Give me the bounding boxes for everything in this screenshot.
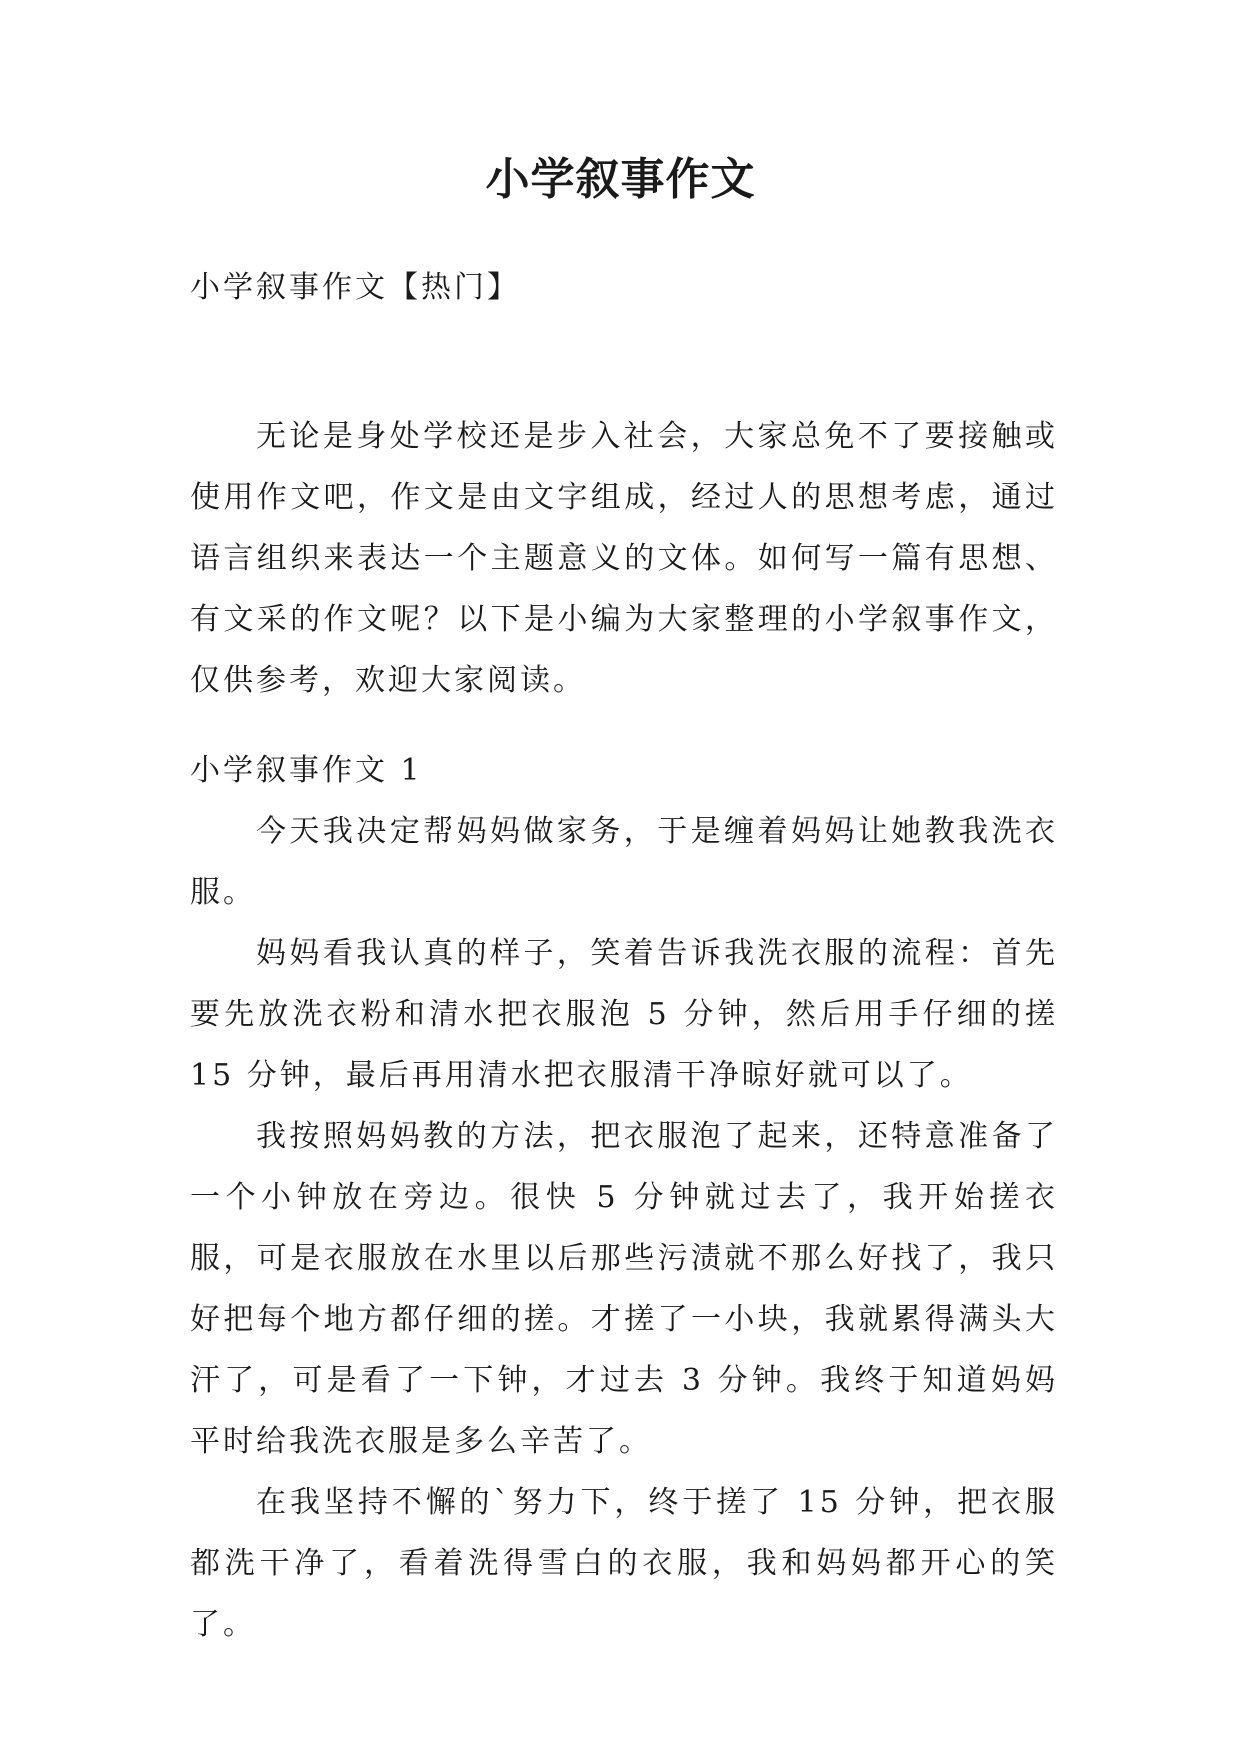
page-title: 小学叙事作文 [485,154,756,205]
essay-paragraph: 今天我决定帮妈妈做家务，于是缠着妈妈让她教我洗衣服。 [190,814,1058,910]
document-subtitle: 小学叙事作文【热门】 [190,270,520,305]
section-heading: 小学叙事作文 1 [190,753,423,788]
essay-paragraph: 我按照妈妈教的方法，把衣服泡了起来，还特意准备了一个小钟放在旁边。很快 5 分钟就过去了，我开始搓衣服，可是衣服放在水里以后那些污渍就不那么好找了，我只好把每个地方都仔细的搓。才搓了一小块，我就累得满头大汗了，可是看了一下钟，才过去 3 分钟。我终于知道妈妈平时给我洗衣服是多么辛苦了。 [190,1119,1058,1459]
essay-paragraph: 妈妈看我认真的样子，笑着告诉我洗衣服的流程：首先要先放洗衣粉和清水把衣服泡 5 分钟，然后用手仔细的搓 15 分钟，最后再用清水把衣服清干净晾好就可以了。 [190,936,1058,1093]
intro-paragraph: 无论是身处学校还是步入社会，大家总免不了要接触或使用作文吧，作文是由文字组成，经过人的思想考虑，通过语言组织来表达一个主题意义的文体。如何写一篇有思想、有文采的作文呢？以下是小编为大家整理的小学叙事作文，仅供参考，欢迎大家阅读。 [190,419,1058,698]
essay-body [190,801,1058,1655]
essay-paragraph: 在我坚持不懈的`努力下，终于搓了 15 分钟，把衣服都洗干净了，看着洗得雪白的衣服，我和妈妈都开心的笑了。 [190,1485,1058,1642]
